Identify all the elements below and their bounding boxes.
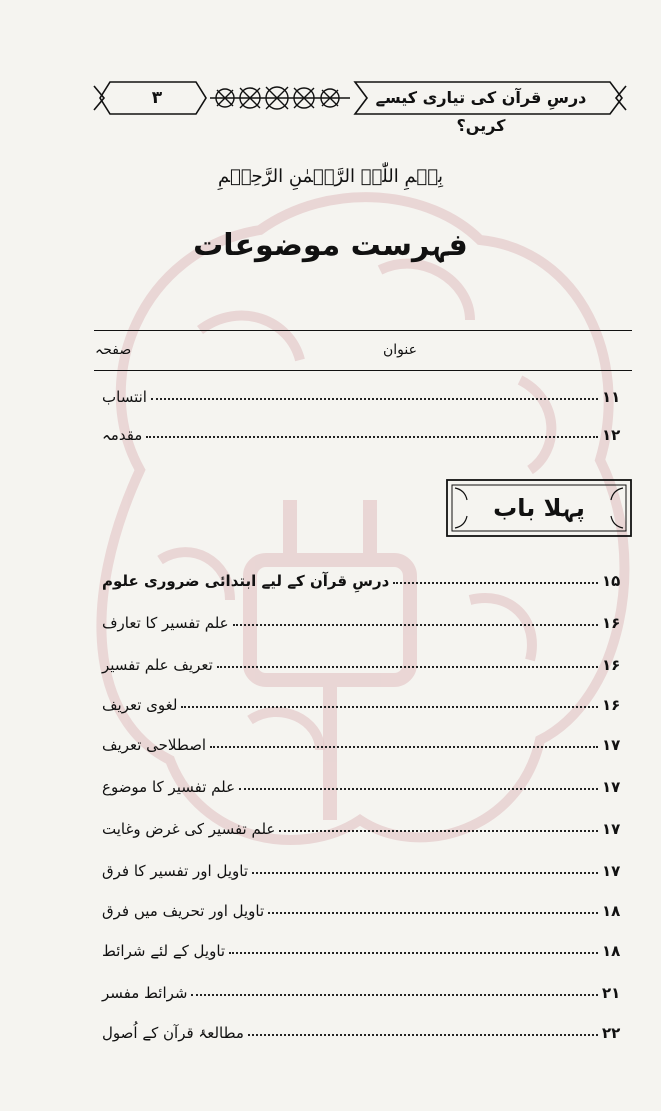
header-page-number: ۳ — [151, 88, 163, 108]
toc-entry-page: ۱۵ — [602, 572, 621, 590]
toc-entry — [100, 564, 632, 590]
column-header-topic: عنوان — [383, 342, 417, 358]
chapter-title: پہلا باب — [493, 494, 585, 522]
header-book-title: درسِ قرآن کی تیاری کیسے کریں؟ — [375, 88, 587, 135]
toc-entry-page: ۱۷ — [602, 778, 621, 796]
toc-entry — [100, 854, 632, 880]
toc-entry-label: علم تفسیر کا موضوع — [102, 778, 236, 796]
toc-entry-page: ۱۶ — [602, 614, 621, 632]
toc-entry-label: انتساب — [102, 388, 147, 406]
toc-entry-page: ۱۸ — [602, 902, 621, 920]
leader-dots — [393, 581, 598, 584]
toc-entry-page: ۲۱ — [602, 984, 621, 1002]
toc-entry — [100, 688, 632, 714]
toc-entry-label: لغوی تعریف — [102, 696, 178, 714]
toc-entry-page: ۱۱ — [602, 388, 621, 406]
leader-dots — [252, 871, 598, 874]
leader-dots — [181, 705, 598, 708]
toc-entry-label: اصطلاحی تعریف — [102, 736, 207, 754]
leader-dots — [217, 665, 598, 668]
toc-entry — [100, 770, 632, 796]
toc-entry — [100, 606, 632, 632]
toc-entry-page: ۱۶ — [602, 656, 621, 674]
toc-entry — [100, 728, 632, 754]
toc-entry — [100, 648, 632, 674]
leader-dots — [191, 993, 598, 996]
toc-entry-page: ۱۷ — [602, 820, 621, 838]
toc-entry-page: ۱۶ — [602, 696, 621, 714]
leader-dots — [268, 911, 598, 914]
leader-dots — [210, 745, 598, 748]
leader-dots — [146, 435, 598, 438]
table-header-rule — [94, 370, 632, 371]
toc-entry-page: ۱۷ — [602, 862, 621, 880]
toc-entry-label: علم تفسیر کی غرض وغایت — [102, 820, 276, 838]
page-title: فہرست موضوعات — [193, 228, 468, 263]
running-header — [90, 78, 630, 135]
bismillah: بِسۡمِ اللّٰہِ الرَّحۡمٰنِ الرَّحِیۡمِ — [217, 166, 444, 187]
toc-entry-label: مطالعۂ قرآن کے اُصول — [102, 1024, 244, 1042]
toc-entry-label: تاویل اور تفسیر کا فرق — [102, 862, 248, 880]
toc-entry-label: مقدمہ — [102, 426, 143, 444]
toc-entry — [100, 380, 632, 406]
toc-entry-label: علم تفسیر کا تعارف — [102, 614, 229, 632]
toc-entry — [100, 812, 632, 838]
toc-entry — [100, 934, 632, 960]
toc-entry-label: تاویل اور تحریف میں فرق — [102, 902, 265, 920]
leader-dots — [233, 623, 598, 626]
leader-dots — [279, 829, 598, 832]
chapter-heading-box — [445, 478, 633, 538]
toc-entry-page: ۱۸ — [602, 942, 621, 960]
toc-entry — [100, 976, 632, 1002]
toc-entry — [100, 418, 632, 444]
toc-entry-label: شرائط مفسر — [102, 984, 188, 1002]
toc-entry-label: تعریف علم تفسیر — [102, 656, 213, 674]
toc-entry-page: ۱۲ — [602, 426, 621, 444]
toc-entry — [100, 1016, 632, 1042]
toc-entry-page: ۱۷ — [602, 736, 621, 754]
toc-entry-label: تاویل کے لئے شرائط — [102, 942, 226, 960]
toc-entry — [100, 894, 632, 920]
leader-dots — [239, 787, 598, 790]
leader-dots — [248, 1033, 598, 1036]
toc-entry-label: درسِ قرآن کے لیے ابتدائی ضروری علوم — [102, 572, 390, 590]
leader-dots — [151, 397, 598, 400]
toc-entry-page: ۲۲ — [602, 1024, 621, 1042]
table-top-rule — [94, 330, 632, 331]
column-header-page: صفحہ — [95, 342, 132, 358]
leader-dots — [229, 951, 598, 954]
